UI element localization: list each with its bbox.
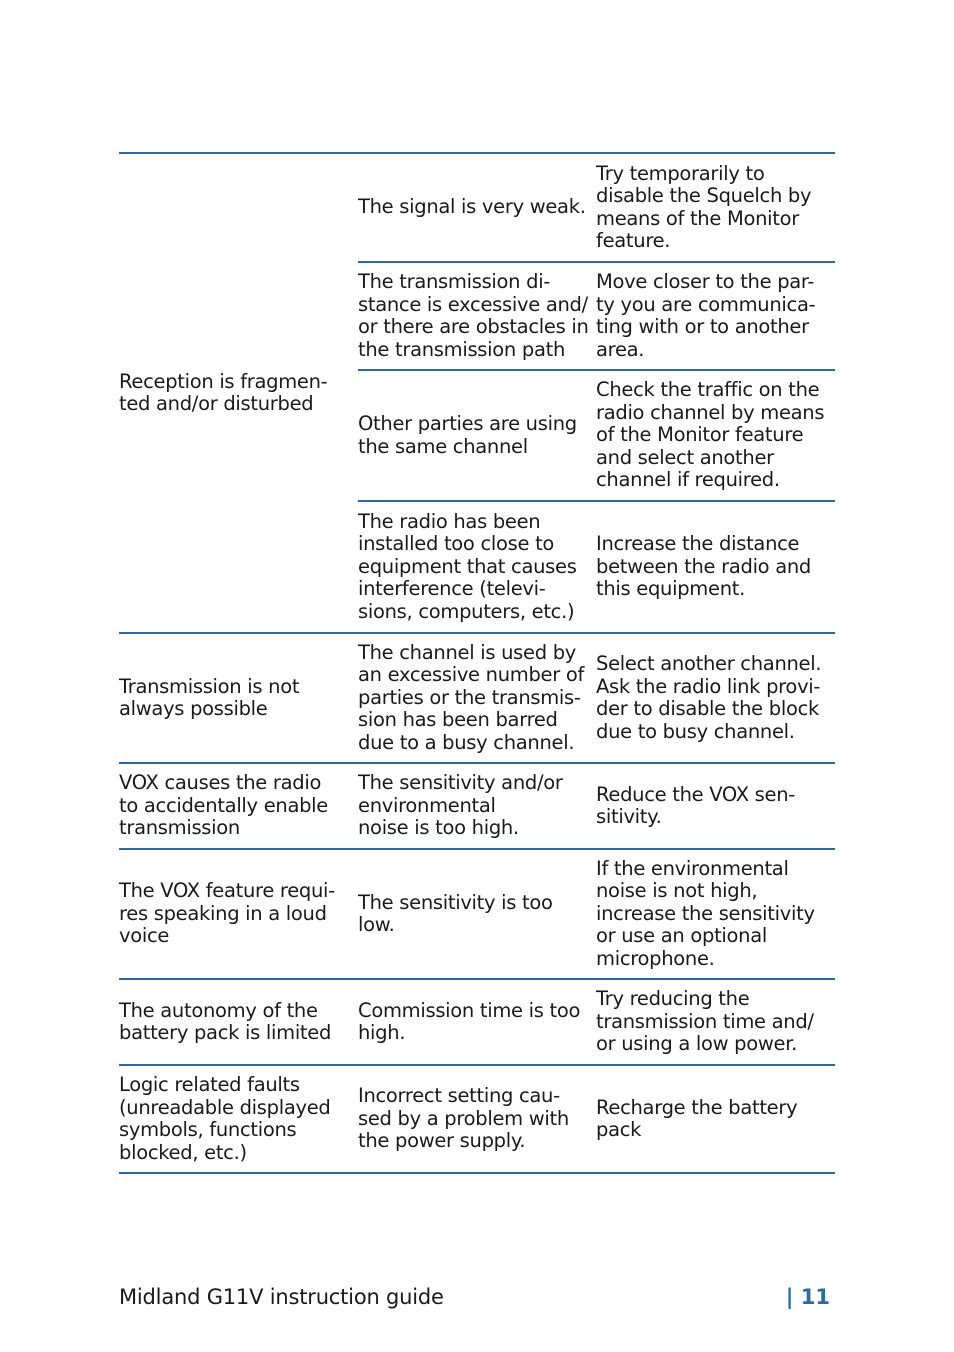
cause-solution-list [358, 980, 835, 1064]
problem-text: The VOX feature requi- res speaking in a loud voice [119, 879, 335, 948]
cause-text: The transmission di- stance is excessive and/ or there are obstacles in the transmission path [358, 270, 589, 361]
troubleshooting-table [119, 152, 835, 1174]
problem-text: VOX causes the radio to accidentally enable transmission [119, 771, 328, 840]
table-row [358, 502, 835, 632]
cause-cell [358, 502, 596, 632]
cause-solution-list [358, 1066, 835, 1172]
cause-solution-list [358, 154, 835, 632]
table-row-group [119, 154, 835, 634]
solution-cell [596, 634, 835, 762]
problem-text: The autonomy of the battery pack is limited [119, 998, 332, 1044]
cause-solution-list [358, 764, 835, 848]
cause-text: Other parties are using the same channel [358, 412, 577, 458]
solution-cell [596, 154, 835, 261]
cause-text: Incorrect setting cau- sed by a problem with the power supply. [358, 1084, 569, 1153]
cause-cell [358, 634, 596, 762]
solution-cell [596, 764, 835, 848]
table-row [358, 154, 835, 263]
table-row-group [119, 850, 835, 980]
solution-cell [596, 980, 835, 1064]
table-row [358, 980, 835, 1064]
problem-cell [119, 850, 358, 978]
solution-text: Select another channel. Ask the radio link provi- der to disable the block due to busy channel. [596, 652, 822, 743]
table-row-group [119, 980, 835, 1066]
cause-cell [358, 850, 596, 978]
table-row [358, 1066, 835, 1172]
problem-text: Logic related faults (unreadable displayed symbols, functions blocked, etc.) [119, 1073, 331, 1164]
table-row [358, 634, 835, 762]
cause-text: Commission time is too high. [358, 998, 581, 1044]
problem-cell [119, 764, 358, 848]
problem-text: Transmission is not always possible [119, 674, 300, 720]
cause-text: The signal is very weak. [358, 195, 586, 219]
footer-title: Midland G11V instruction guide [119, 1285, 444, 1309]
cause-solution-list [358, 850, 835, 978]
solution-cell [596, 502, 835, 632]
cause-text: The radio has been installed too close to equipment that causes interference (televi- sions, computers, etc.) [358, 509, 577, 623]
table-row [358, 850, 835, 978]
table-row-group [119, 634, 835, 764]
cause-text: The channel is used by an excessive number of parties or the transmis- sion has been barred due to a busy channel. [358, 640, 585, 754]
problem-text: Reception is fragmen- ted and/or disturbed [119, 369, 328, 415]
solution-cell [596, 371, 835, 500]
solution-text: Try temporarily to disable the Squelch by means of the Monitor feature. [596, 161, 812, 252]
cause-cell [358, 764, 596, 848]
cause-cell [358, 1066, 596, 1172]
cause-cell [358, 263, 596, 369]
solution-text: Check the traffic on the radio channel by means of the Monitor feature and select another channel if required. [596, 378, 825, 492]
solution-text: Reduce the VOX sen- sitivity. [596, 782, 796, 828]
cause-cell [358, 980, 596, 1064]
problem-cell [119, 634, 358, 762]
cause-text: The sensitivity is too low. [358, 890, 553, 936]
cause-cell [358, 154, 596, 261]
table-row [358, 371, 835, 502]
problem-cell [119, 1066, 358, 1172]
problem-cell [119, 154, 358, 632]
table-row-group [119, 1066, 835, 1174]
problem-cell [119, 980, 358, 1064]
cause-cell [358, 371, 596, 500]
cause-text: The sensitivity and/or environmental noise is too high. [358, 771, 563, 840]
table-row [358, 764, 835, 848]
solution-text: Move closer to the par- ty you are communica- ting with or to another area. [596, 270, 816, 361]
solution-cell [596, 1066, 835, 1172]
table-row [358, 263, 835, 371]
table-row-group [119, 764, 835, 850]
solution-text: Try reducing the transmission time and/ or using a low power. [596, 987, 814, 1056]
solution-cell [596, 850, 835, 978]
solution-text: Increase the distance between the radio and this equipment. [596, 532, 811, 601]
solution-text: If the environmental noise is not high, increase the sensitivity or use an optional microphone. [596, 856, 815, 970]
solution-text: Recharge the battery pack [596, 1095, 798, 1141]
solution-cell [596, 263, 835, 369]
page-number: | 11 [785, 1285, 830, 1309]
cause-solution-list [358, 634, 835, 762]
